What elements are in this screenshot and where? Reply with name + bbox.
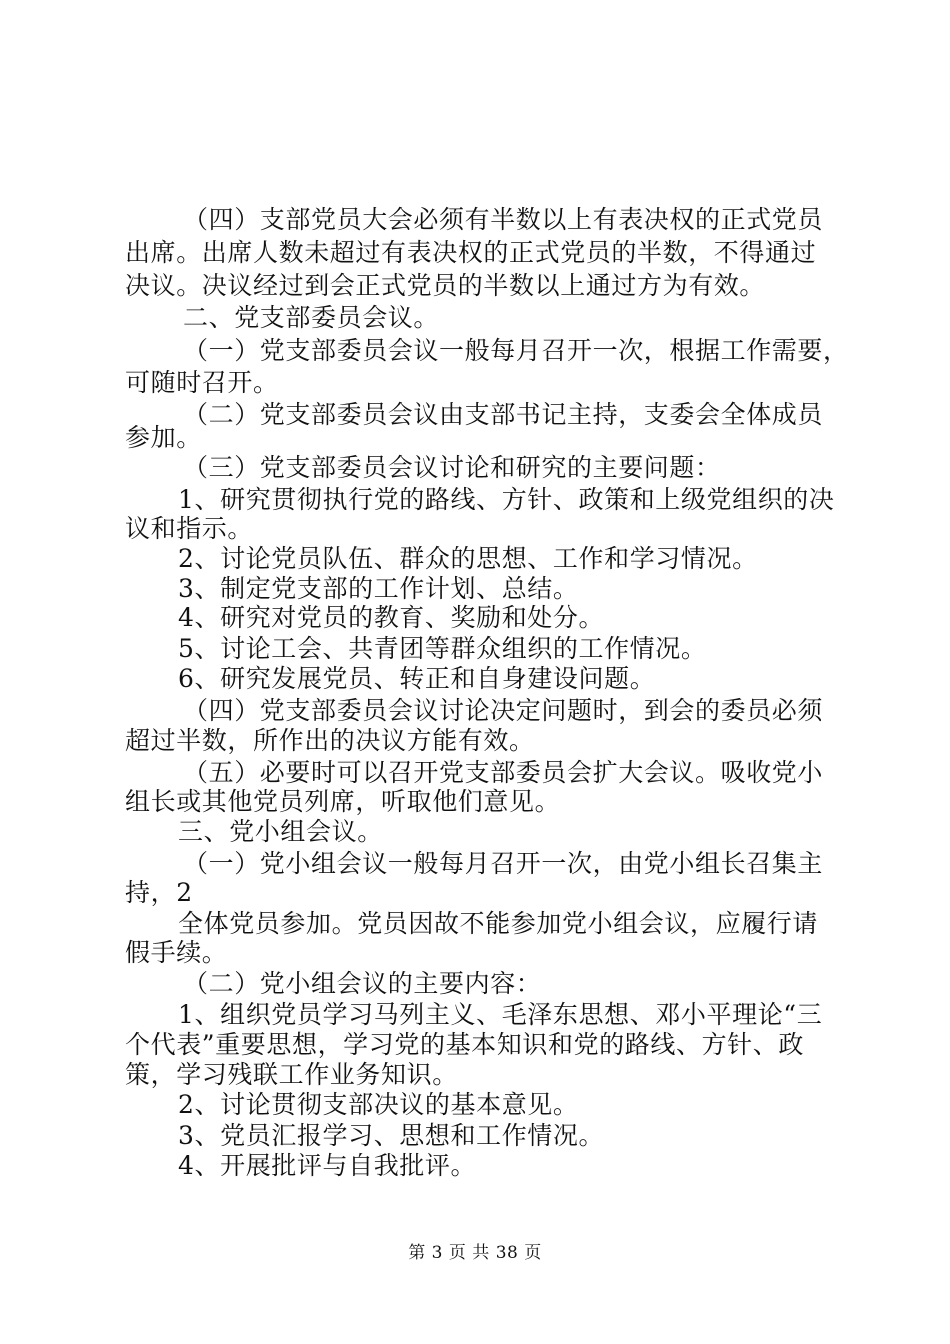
text-line: （一）党小组会议一般每月召开一次，由党小组长召集主 — [183, 849, 824, 878]
text-line: 三、党小组会议。 — [178, 817, 383, 846]
text-line: （四）支部党员大会必须有半数以上有表决权的正式党员 — [183, 205, 824, 234]
text-line: （三）党支部委员会议讨论和研究的主要问题： — [183, 453, 721, 482]
text-line: 4、开展批评与自我批评。 — [178, 1151, 477, 1180]
text-line: 6、研究发展党员、转正和自身建设问题。 — [178, 664, 656, 693]
text-line: （二）党支部委员会议由支部书记主持，支委会全体成员 — [183, 400, 824, 429]
text-line: （五）必要时可以召开党支部委员会扩大会议。吸收党小 — [183, 758, 824, 787]
text-line: 决议。决议经过到会正式党员的半数以上通过方为有效。 — [125, 271, 766, 300]
text-line: 策，学习残联工作业务知识。 — [125, 1060, 458, 1089]
text-line: （一）党支部委员会议一般每月召开一次，根据工作需要， — [183, 336, 849, 365]
text-line: 4、研究对党员的教育、奖励和处分。 — [178, 603, 605, 632]
text-line: 假手续。 — [125, 938, 228, 967]
text-line: 个代表”重要思想，学习党的基本知识和党的路线、方针、政 — [125, 1030, 804, 1059]
text-line: 可随时召开。 — [125, 368, 279, 397]
text-line: 2、讨论党员队伍、群众的思想、工作和学习情况。 — [178, 544, 758, 573]
text-line: 5、讨论工会、共青团等群众组织的工作情况。 — [178, 634, 707, 663]
text-line: （四）党支部委员会议讨论决定问题时，到会的委员必须 — [183, 696, 824, 725]
text-line: 组长或其他党员列席，听取他们意见。 — [125, 787, 561, 816]
text-line: 超过半数，所作出的决议方能有效。 — [125, 726, 535, 755]
text-line: 持，2 — [125, 878, 193, 907]
text-line: 出席。出席人数未超过有表决权的正式党员的半数，不得通过 — [125, 238, 817, 267]
text-line: 3、制定党支部的工作计划、总结。 — [178, 574, 579, 603]
text-line: 参加。 — [125, 423, 202, 452]
text-line: 全体党员参加。党员因故不能参加党小组会议，应履行请 — [178, 909, 819, 938]
text-line: 3、党员汇报学习、思想和工作情况。 — [178, 1121, 605, 1150]
text-line: 二、党支部委员会议。 — [183, 303, 440, 332]
text-line: 议和指示。 — [125, 514, 254, 543]
page-number-footer: 第 3 页 共 38 页 — [408, 1243, 542, 1263]
text-line: 1、研究贯彻执行党的路线、方针、政策和上级党组织的决 — [178, 485, 835, 514]
text-line: （二）党小组会议的主要内容： — [183, 969, 542, 998]
text-line: 2、讨论贯彻支部决议的基本意见。 — [178, 1090, 579, 1119]
text-line: 1、组织党员学习马列主义、毛泽东思想、邓小平理论“三 — [178, 1000, 823, 1029]
